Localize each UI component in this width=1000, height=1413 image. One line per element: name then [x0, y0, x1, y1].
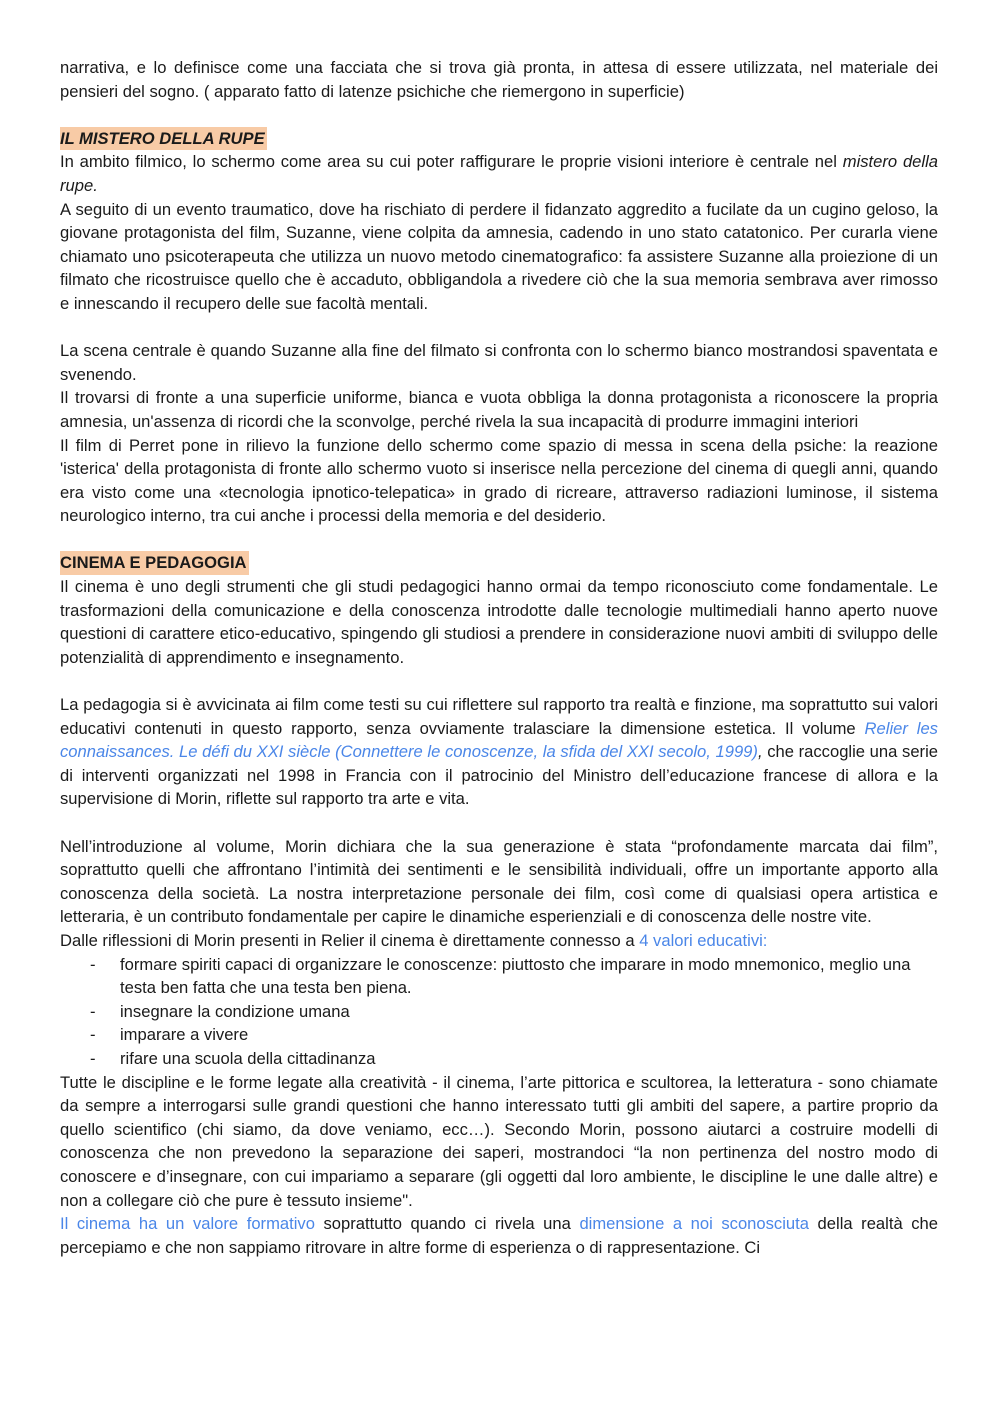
paragraph-text: che raccoglie una serie di interventi organizzati nel 1998 in Francia con il patrocinio del Ministro dell’educazione francese di allora e la supervisione di Morin, riflette sul rapporto tra arte e vita.: [60, 742, 938, 809]
section-mistero-della-rupe: [60, 127, 938, 528]
paragraph: Il trovarsi di fronte a una superficie uniforme, bianca e vuota obbliga la donna protagonista a riconoscere la propria amnesia, un'assenza di ricordi che la sconvolge, perché rivela la sua incapacità di produrre immagini interiori: [60, 388, 938, 431]
paragraph-text: Dalle riflessioni di Morin presenti in Relier il cinema è direttamente connesso a: [60, 930, 640, 950]
paragraph-text: La pedagogia si è avvicinata ai film come testi su cui riflettere sul rapporto tra realtà e finzione, ma soprattutto sui valori educativi contenuti in questo rapporto, senza ovviamente tralasciare la dimensione estetica. Il volume: [60, 695, 938, 738]
paragraph-text: In ambito filmico, lo schermo come area su cui poter raffigurare le proprie visioni interiore è centrale nel: [60, 152, 843, 172]
paragraph-gap: [60, 103, 938, 127]
section-heading: CINEMA E PEDAGOGIA: [60, 551, 249, 575]
paragraph: [60, 929, 938, 953]
comma: ,: [757, 742, 763, 762]
paragraph-gap: [60, 669, 938, 693]
document-page: [60, 56, 938, 1259]
paragraph: Tutte le discipline e le forme legate alla creatività - il cinema, l’arte pittorica e scultorea, la letteratura - sono chiamate da sempre a interrogarsi sulle grandi questioni che hanno interessato tutti gli ambiti del sapere, a partire proprio da quello scientifico (chi siamo, da dove veniamo, ecc…). Secondo Morin, possono aiutarci a costruire modelli di conoscenza che non prevedono la separazione dei saperi, mostrandoci “la non pertinenza del nostro modo di conoscere e d’insegnare, con cui impariamo a separare (gli oggetti dal loro ambiente, le discipline le une dalle altre) e non a collegare ciò che pure è tessuto insieme".: [60, 1072, 938, 1210]
list-item: - formare spiriti capaci di organizzare le conoscenze: piuttosto che imparare in modo mnemonico, meglio una testa ben fatta che una testa ben piena.: [120, 953, 938, 1000]
paragraph: Il cinema è uno degli strumenti che gli studi pedagogici hanno ormai da tempo riconosciuto come fondamentale. Le trasformazioni della comunicazione e della conoscenza introdotte dalle tecnologie multimediali hanno aperto nuove questioni di carattere etico-educativo, spingendo gli studiosi a prendere in considerazione nuovi ambiti di sviluppo delle potenzialità di apprendimento e insegnamento.: [60, 577, 938, 667]
list-item: - rifare una scuola della cittadinanza: [120, 1047, 938, 1071]
paragraph-text: della realtà che percepiamo e che non sappiamo ritrovare in altre forme di esperienza o di rappresentazione. Ci: [60, 1214, 939, 1257]
list-item: - insegnare la condizione umana: [120, 1000, 938, 1024]
dash-list: [60, 953, 938, 1071]
paragraph-gap: [60, 316, 938, 340]
book-title-link[interactable]: Relier les connaissances. Le défi du XXI siècle (Connettere le conoscenze, la sfida del XXI secolo, 1999): [60, 718, 938, 762]
paragraph-text: soprattutto quando ci rivela una: [314, 1214, 580, 1234]
valore-formativo-link[interactable]: Il cinema ha un valore formativo: [60, 1214, 315, 1234]
paragraph: A seguito di un evento traumatico, dove ha rischiato di perdere il fidanzato aggredito a fucilate da un cugino geloso, la giovane protagonista del film, Suzanne, viene colpita da amnesia, cadendo in uno stato catatonico. Per curarla viene chiamato uno psicoterapeuta che utilizza un nuovo metodo cinematografico: fa assistere Suzanne alla proiezione di un filmato che ricostruisce quello che è accaduto, obbligandola a rivedere ciò che la sua memoria sembrava aver rimosso e innescando il recupero delle sue facoltà mentali.: [60, 199, 938, 313]
intro-paragraph: narrativa, e lo definisce come una facciata che si trova già pronta, in attesa di essere utilizzata, nel materiale dei pensieri del sogno. ( apparato fatto di latenze psichiche che riemergono in superficie): [60, 58, 938, 101]
paragraph: La scena centrale è quando Suzanne alla fine del filmato si confronta con lo schermo bianco mostrandosi spaventata e svenendo.: [60, 341, 938, 384]
valori-educativi-link[interactable]: 4 valori educativi:: [639, 930, 768, 950]
paragraph: [60, 1212, 938, 1259]
film-title: mistero della rupe.: [60, 152, 938, 195]
section-cinema-e-pedagogia: [60, 551, 938, 1259]
section-heading: IL MISTERO DELLA RUPE: [60, 127, 267, 151]
paragraph: Il film di Perret pone in rilievo la funzione dello schermo come spazio di messa in scena della psiche: la reazione 'isterica' della protagonista di fronte allo schermo vuoto si inserisce nella percezione del cinema di quegli anni, quando era visto come una «tecnologia ipnotico-telepatica» in grado di ricreare, attraverso radiazioni luminose, il sistema neurologico interno, tra cui anche i processi della memoria e del desiderio.: [60, 435, 938, 526]
paragraph-gap: [60, 811, 938, 835]
paragraph: [60, 150, 938, 197]
paragraph-gap: [60, 528, 938, 552]
list-item: - imparare a vivere: [120, 1023, 938, 1047]
paragraph: Nell’introduzione al volume, Morin dichiara che la sua generazione è stata “profondamente marcata dai film”, soprattutto quelli che affrontano l’intimità dei sentimenti e le sensibilità individuali, offre un importante apporto alla conoscenza della società. La nostra interpretazione personale dei film, così come di qualsiasi opera artistica e letteraria, è un contributo fondamentale per capire le dinamiche esperienziali e di conoscenza delle nostre vite.: [60, 836, 938, 927]
paragraph: [60, 693, 938, 811]
dimensione-sconosciuta-link[interactable]: dimensione a noi sconosciuta: [579, 1214, 809, 1234]
